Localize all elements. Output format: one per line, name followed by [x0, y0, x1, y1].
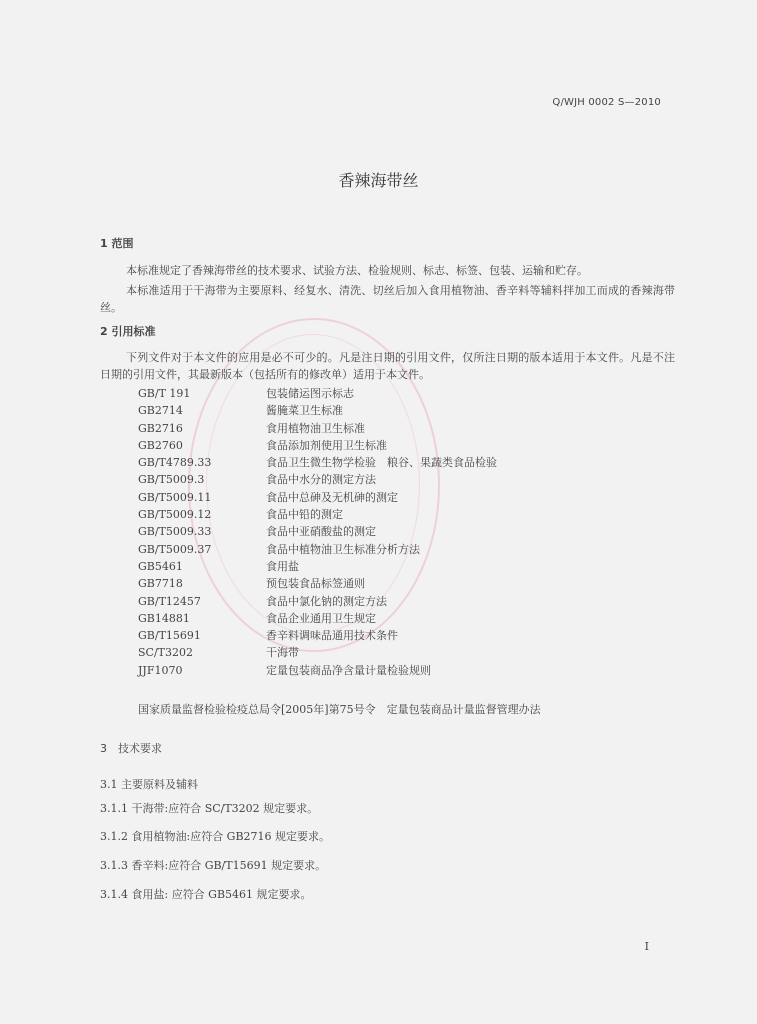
reference-code: GB/T 191: [138, 387, 191, 400]
reference-code: GB7718: [138, 577, 183, 591]
reference-item: [138, 610, 698, 627]
reference-item: [138, 402, 698, 419]
reference-title: 酱腌菜卫生标准: [266, 404, 343, 418]
reference-title: 食品中植物油卫生标准分析方法: [266, 542, 420, 556]
page-number: I: [644, 940, 649, 953]
reference-code: GB/T5009.37: [138, 542, 212, 556]
reference-code: GB/T5009.12: [138, 508, 212, 522]
reference-code: GB/T5009.3: [138, 473, 205, 487]
reference-title: 食用盐: [266, 559, 299, 573]
reference-code: GB2716: [138, 421, 183, 435]
document-title: 香辣海带丝: [338, 171, 419, 190]
reference-code: GB/T4789.33: [138, 456, 212, 470]
tech-item: 3.1.4 食用盐: 应符合 GB5461 规定要求。: [100, 888, 312, 901]
reference-code: GB/T5009.11: [138, 490, 212, 504]
reference-title: 预包装食品标签通则: [266, 577, 365, 591]
standard-code: Q/WJH 0002 S—2010: [552, 97, 661, 108]
reference-code: GB/T5009.33: [138, 525, 212, 539]
reference-title: 食品中亚硝酸盐的测定: [266, 525, 376, 539]
tech-subheading: 3.1 主要原料及辅料: [100, 778, 198, 791]
reference-code: GB/T12457: [138, 594, 201, 608]
reference-code: JJF1070: [138, 663, 183, 677]
reference-item: [138, 489, 698, 506]
reference-item: [138, 627, 698, 644]
scope-paragraph-1: 本标准规定了香辣海带丝的技术要求、试验方法、检验规则、标志、标签、包装、运输和贮存。: [126, 264, 588, 277]
reference-title: 定量包装商品净含量计量检验规则: [266, 663, 431, 677]
reference-title: 食品中氯化钠的测定方法: [266, 594, 387, 608]
reference-item: [138, 437, 698, 454]
section-heading-tech: 3 技术要求: [100, 742, 162, 755]
reference-code: GB/T15691: [138, 629, 201, 643]
tech-item: 3.1.2 食用植物油:应符合 GB2716 规定要求。: [100, 830, 331, 843]
reference-item: [138, 523, 698, 540]
section-heading-scope: 1 范围: [100, 237, 134, 250]
reference-title: 食品添加剂使用卫生标准: [266, 438, 387, 452]
reference-title: 干海带: [266, 646, 299, 660]
reference-code: GB2714: [138, 404, 183, 418]
reference-list: [138, 385, 698, 679]
reference-item: [138, 644, 698, 661]
reference-code: GB2760: [138, 438, 183, 452]
tech-item: 3.1.3 香辛料:应符合 GB/T15691 规定要求。: [100, 859, 327, 872]
reference-item: [138, 541, 698, 558]
reference-item: [138, 662, 698, 679]
reference-decree: 国家质量监督检验检疫总局令[2005年]第75号令 定量包装商品计量监督管理办法: [138, 703, 541, 716]
reference-title: 食品企业通用卫生规定: [266, 611, 376, 625]
reference-title: 食品中总砷及无机砷的测定: [266, 490, 398, 504]
section-heading-references: 2 引用标准: [100, 325, 156, 338]
reference-code: GB14881: [138, 611, 190, 625]
reference-item: [138, 593, 698, 610]
reference-code: SC/T3202: [138, 646, 193, 660]
references-intro: 下列文件对于本文件的应用是必不可少的。凡是注日期的引用文件，仅所注日期的版本适用于本文件。凡是不注日期的引用文件，其最新版本（包括所有的修改单）适用于本文件。: [100, 351, 675, 381]
reference-code: GB5461: [138, 559, 183, 573]
reference-item: [138, 454, 698, 471]
reference-title: 香辛料调味品通用技术条件: [266, 629, 398, 643]
reference-title: 食品中水分的测定方法: [266, 473, 376, 487]
reference-title: 包装储运图示标志: [266, 387, 354, 400]
reference-item: [138, 385, 698, 402]
scope-paragraph-2: 本标准适用于干海带为主要原料、经复水、清洗、切丝后加入食用植物油、香辛料等辅料拌加工而成的香辣海带丝。: [100, 284, 675, 314]
reference-title: 食品中铅的测定: [266, 508, 343, 522]
tech-item: 3.1.1 干海带:应符合 SC/T3202 规定要求。: [100, 802, 319, 815]
reference-item: [138, 506, 698, 523]
reference-item: [138, 471, 698, 488]
reference-item: [138, 558, 698, 575]
reference-item: [138, 420, 698, 437]
reference-title: 食用植物油卫生标准: [266, 421, 365, 435]
reference-title: 食品卫生微生物学检验 粮谷、果蔬类食品检验: [266, 456, 497, 470]
reference-item: [138, 575, 698, 592]
